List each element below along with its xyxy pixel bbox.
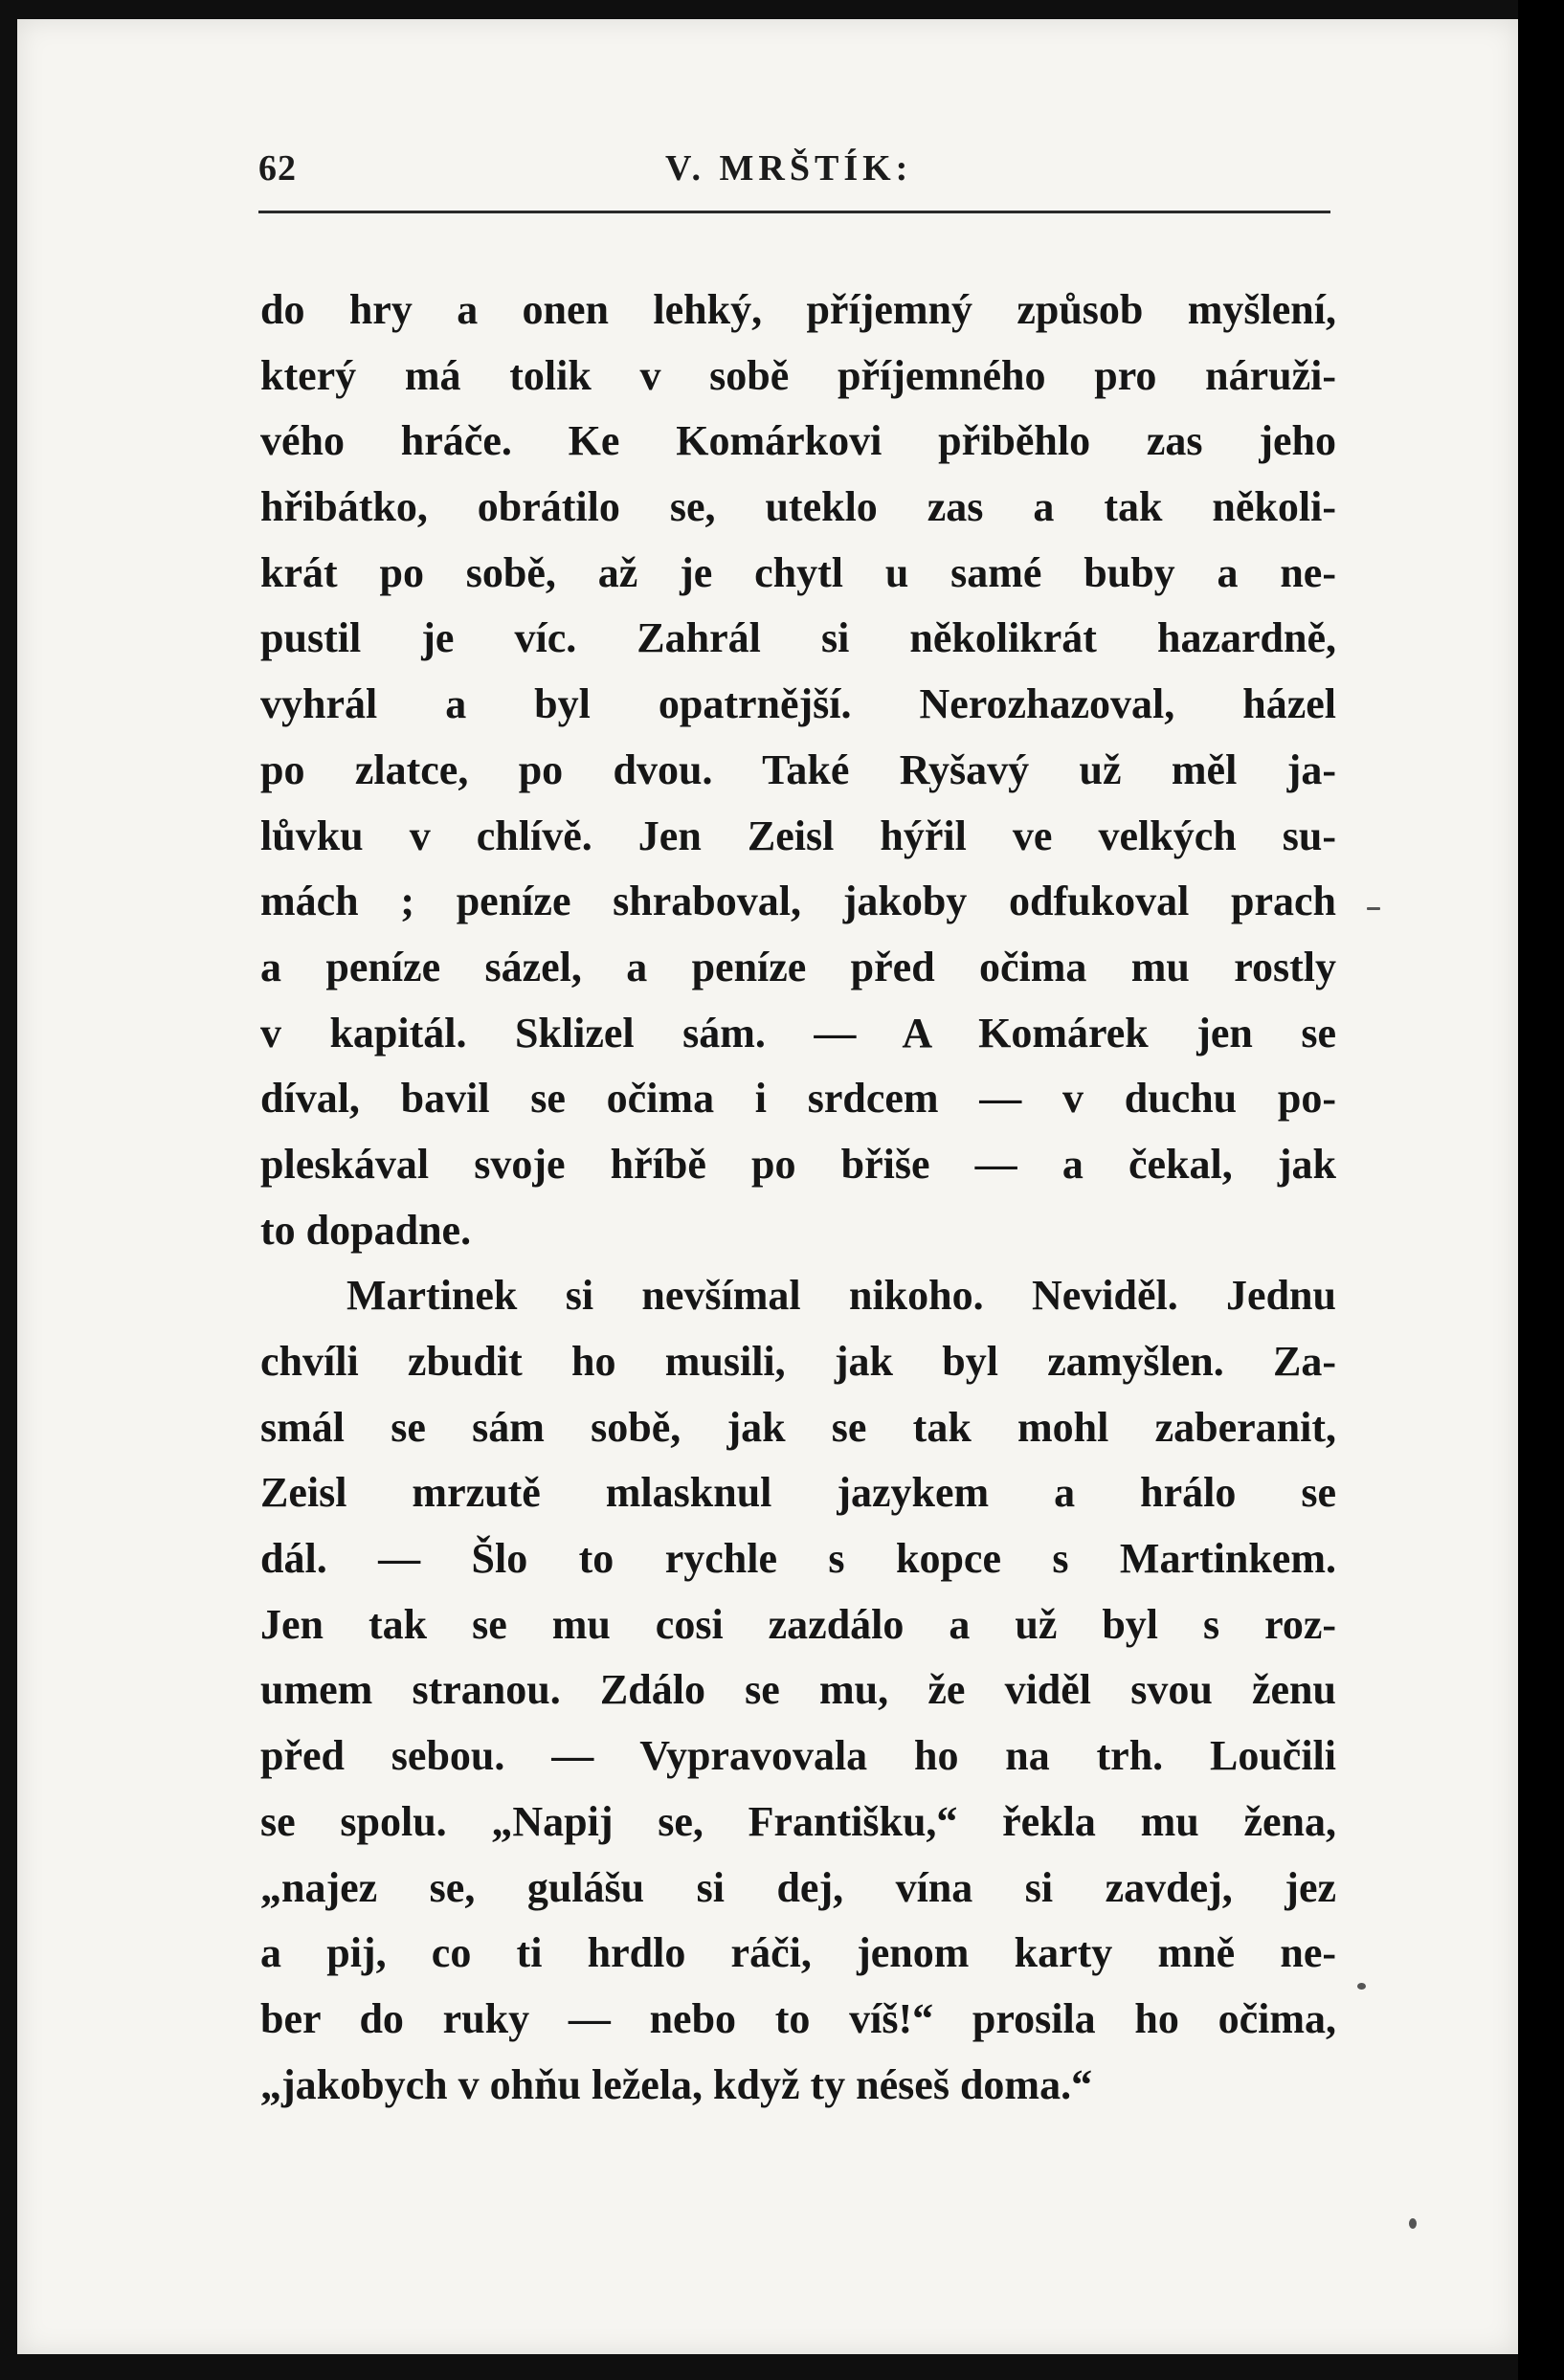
text-line: „najez se, gulášu si dej, vína si zavdej, jez [260,1863,1336,1911]
text-line: to dopadne. [260,1206,472,1254]
text-line: krát po sobě, až je chytl u samé buby a ne- [260,548,1336,596]
text-line: díval, bavil se očima i srdcem — v duchu po- [260,1075,1336,1123]
paragraph-1 [260,278,1336,1263]
text-line: hřibátko, obrátilo se, uteklo zas a tak několi- [260,483,1336,531]
text-line: umem stranou. Zdálo se mu, že viděl svou ženu [260,1666,1336,1714]
header-rule [258,211,1330,213]
text-line: Martinek si nevšímal nikoho. Neviděl. Jednu [346,1272,1336,1320]
text-line: vého hráče. Ke Komárkovi přiběhlo zas jeho [260,417,1336,465]
text-line: a peníze sázel, a peníze před očima mu rostly [260,943,1336,990]
running-title: V. MRŠTÍK: [665,148,913,189]
text-line: smál se sám sobě, jak se tak mohl zaberanit, [260,1403,1336,1451]
text-line: a pij, co ti hrdlo ráči, jenom karty mně ne- [260,1929,1336,1977]
text-line: ber do ruky — nebo to víš!“ prosila ho očima, [260,1994,1336,2042]
page-number: 62 [258,148,297,189]
text-line: „jakobych v ohňu ležela, když ty néseš doma.“ [260,2060,1093,2108]
text-line: chvíli zbudit ho musili, jak byl zamyšlen. Za- [260,1338,1336,1385]
text-line: vyhrál a byl opatrnější. Nerozhazoval, házel [260,680,1336,728]
paragraph-2 [260,1263,1336,2118]
text-line: pleskával svoje hříbě po břiše — a čekal, jak [260,1140,1336,1188]
scan-edge [1518,0,1564,2380]
text-line: pustil je víc. Zahrál si několikrát hazardně, [260,614,1336,662]
text-line: před sebou. — Vypravovala ho na trh. Loučili [260,1732,1336,1780]
text-line: Zeisl mrzutě mlasknul jazykem a hrálo se [260,1469,1336,1517]
text-line: se spolu. „Napij se, Františku,“ řekla mu žena, [260,1797,1336,1845]
running-header [244,144,1335,201]
body-text [260,278,1336,2118]
text-line: dál. — Šlo to rychle s kopce s Martinkem. [260,1535,1336,1583]
text-line: mách ; peníze shraboval, jakoby odfukoval prach [260,878,1336,925]
ink-speck [1357,1983,1366,1990]
text-line: který má tolik v sobě příjemného pro náruži- [260,351,1336,399]
ink-speck [1409,2218,1417,2229]
ink-speck [1367,907,1380,910]
text-line: po zlatce, po dvou. Také Ryšavý už měl ja- [260,745,1336,793]
text-line: do hry a onen lehký, příjemný způsob myšlení, [260,286,1336,333]
text-line: v kapitál. Sklizel sám. — A Komárek jen se [260,1009,1336,1057]
text-line: Jen tak se mu cosi zazdálo a už byl s roz- [260,1600,1336,1648]
text-line: lůvku v chlívě. Jen Zeisl hýřil ve velkých su- [260,812,1336,859]
